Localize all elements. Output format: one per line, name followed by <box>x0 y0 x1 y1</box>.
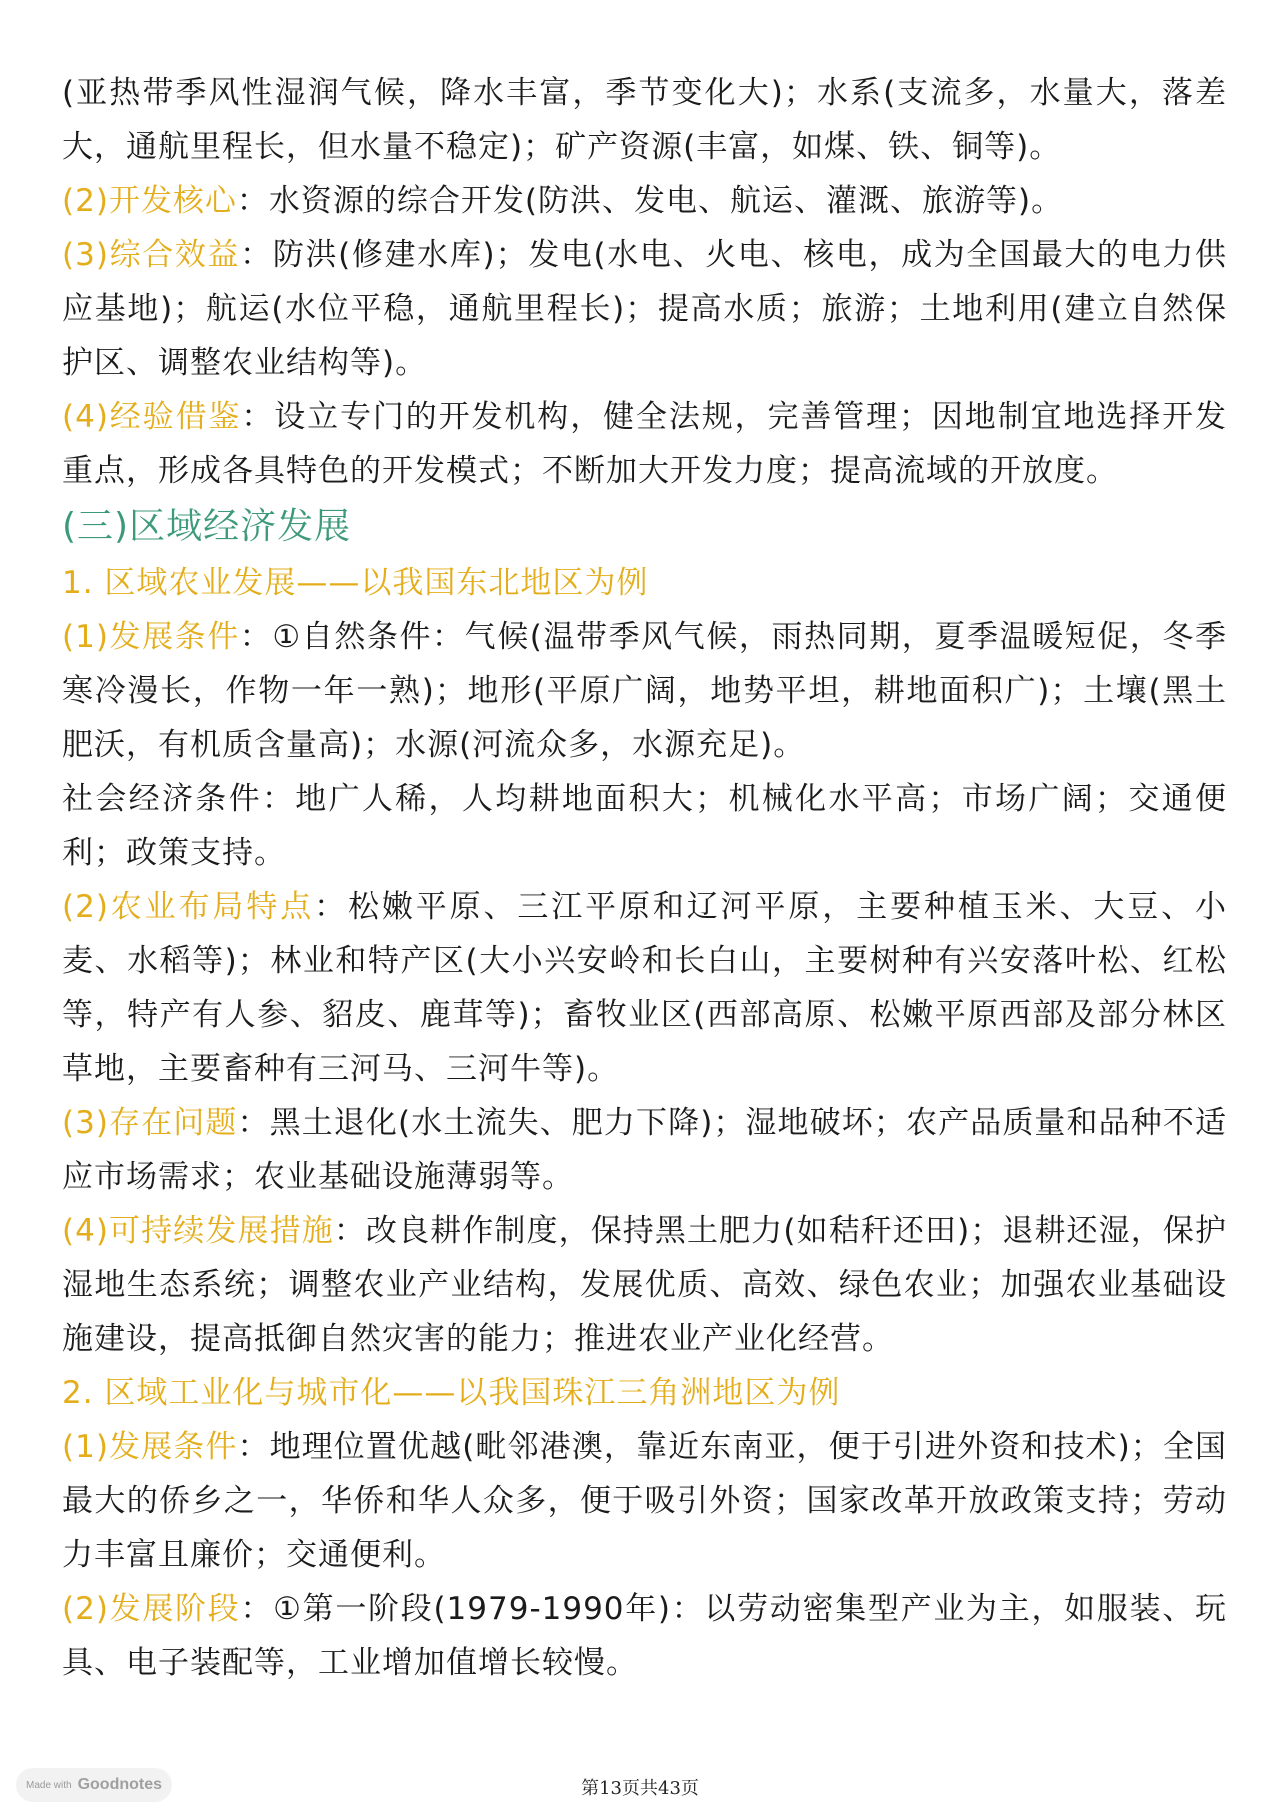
paragraph-text: (亚热带季风性湿润气候，降水丰富，季节变化大)；水系(支流多，水量大，落差大，通航里程长，但水量不稳定)；矿产资源(丰富，如煤、铁、铜等)。 <box>62 75 1227 165</box>
badge-made-with: Made with <box>26 1779 72 1791</box>
item-label: (2)开发核心 <box>62 183 237 219</box>
subsection-heading: 2. 区域工业化与城市化——以我国珠江三角洲地区为例 <box>62 1375 841 1411</box>
paragraph <box>62 228 1227 390</box>
paragraph <box>62 390 1227 498</box>
item-label: (2)农业布局特点 <box>62 889 315 925</box>
paragraph-text: 社会经济条件：地广人稀，人均耕地面积大；机械化水平高；市场广阔；交通便利；政策支持。 <box>62 781 1227 871</box>
item-label: (3)综合效益 <box>62 237 241 273</box>
paragraph-text: ：设立专门的开发机构，健全法规，完善管理；因地制宜地选择开发重点，形成各具特色的开发模式；不断加大开发力度；提高流域的开放度。 <box>62 399 1227 489</box>
paragraph <box>62 1204 1227 1366</box>
item-label: (2)发展阶段 <box>62 1591 241 1627</box>
page-number: 第13页共43页 <box>581 1778 699 1799</box>
paragraph-text: ：黑土退化(水土流失、肥力下降)；湿地破坏；农产品质量和品种不适应市场需求；农业基础设施薄弱等。 <box>62 1105 1227 1195</box>
paragraph-text: ：松嫩平原、三江平原和辽河平原，主要种植玉米、大豆、小麦、水稻等)；林业和特产区(大小兴安岭和长白山，主要树种有兴安落叶松、红松等，特产有人参、貂皮、鹿茸等)；畜牧业区(西部高原、松嫩平原西部及部分林区草地，主要畜种有三河马、三河牛等)。 <box>62 889 1228 1087</box>
badge-brand: Goodnotes <box>77 1776 163 1793</box>
paragraph <box>62 1096 1227 1204</box>
item-label: (1)发展条件 <box>62 619 240 655</box>
paragraph <box>62 610 1227 772</box>
paragraph <box>62 772 1227 880</box>
paragraph <box>62 66 1227 174</box>
paragraph-text: ：防洪(修建水库)；发电(水电、火电、核电，成为全国最大的电力供应基地)；航运(水位平稳，通航里程长)；提高水质；旅游；土地利用(建立自然保护区、调整农业结构等)。 <box>62 237 1227 381</box>
paragraph-text: ：①第一阶段(1979-1990年)：以劳动密集型产业为主，如服装、玩具、电子装配等，工业增加值增长较慢。 <box>62 1591 1227 1681</box>
item-label: (4)经验借鉴 <box>62 399 242 435</box>
paragraph <box>62 174 1227 228</box>
paragraph <box>62 880 1227 1096</box>
item-label: (1)发展条件 <box>62 1429 238 1465</box>
item-label: (4)可持续发展措施 <box>62 1213 334 1249</box>
paragraph-text: ：改良耕作制度，保持黑土肥力(如秸秆还田)；退耕还湿，保护湿地生态系统；调整农业产业结构，发展优质、高效、绿色农业；加强农业基础设施建设，提高抵御自然灾害的能力；推进农业产业化经营。 <box>62 1213 1227 1357</box>
item-label: (3)存在问题 <box>62 1105 238 1141</box>
notes-page <box>62 66 1227 1690</box>
section-heading: (三)区域经济发展 <box>62 506 352 547</box>
paragraph-text: ：水资源的综合开发(防洪、发电、航运、灌溉、旅游等)。 <box>236 183 1064 219</box>
paragraph <box>62 1582 1227 1690</box>
paragraph-text: ：地理位置优越(毗邻港澳，靠近东南亚，便于引进外资和技术)；全国最大的侨乡之一，华侨和华人众多，便于吸引外资；国家改革开放政策支持；劳动力丰富且廉价；交通便利。 <box>62 1429 1227 1573</box>
subsection-heading: 1. 区域农业发展——以我国东北地区为例 <box>62 565 649 601</box>
paragraph <box>62 1420 1227 1582</box>
paragraph-text: ：①自然条件：气候(温带季风气候，雨热同期，夏季温暖短促，冬季寒冷漫长，作物一年一熟)；地形(平原广阔，地势平坦，耕地面积广)；土壤(黑土肥沃，有机质含量高)；水源(河流众多，水源充足)。 <box>62 619 1227 763</box>
